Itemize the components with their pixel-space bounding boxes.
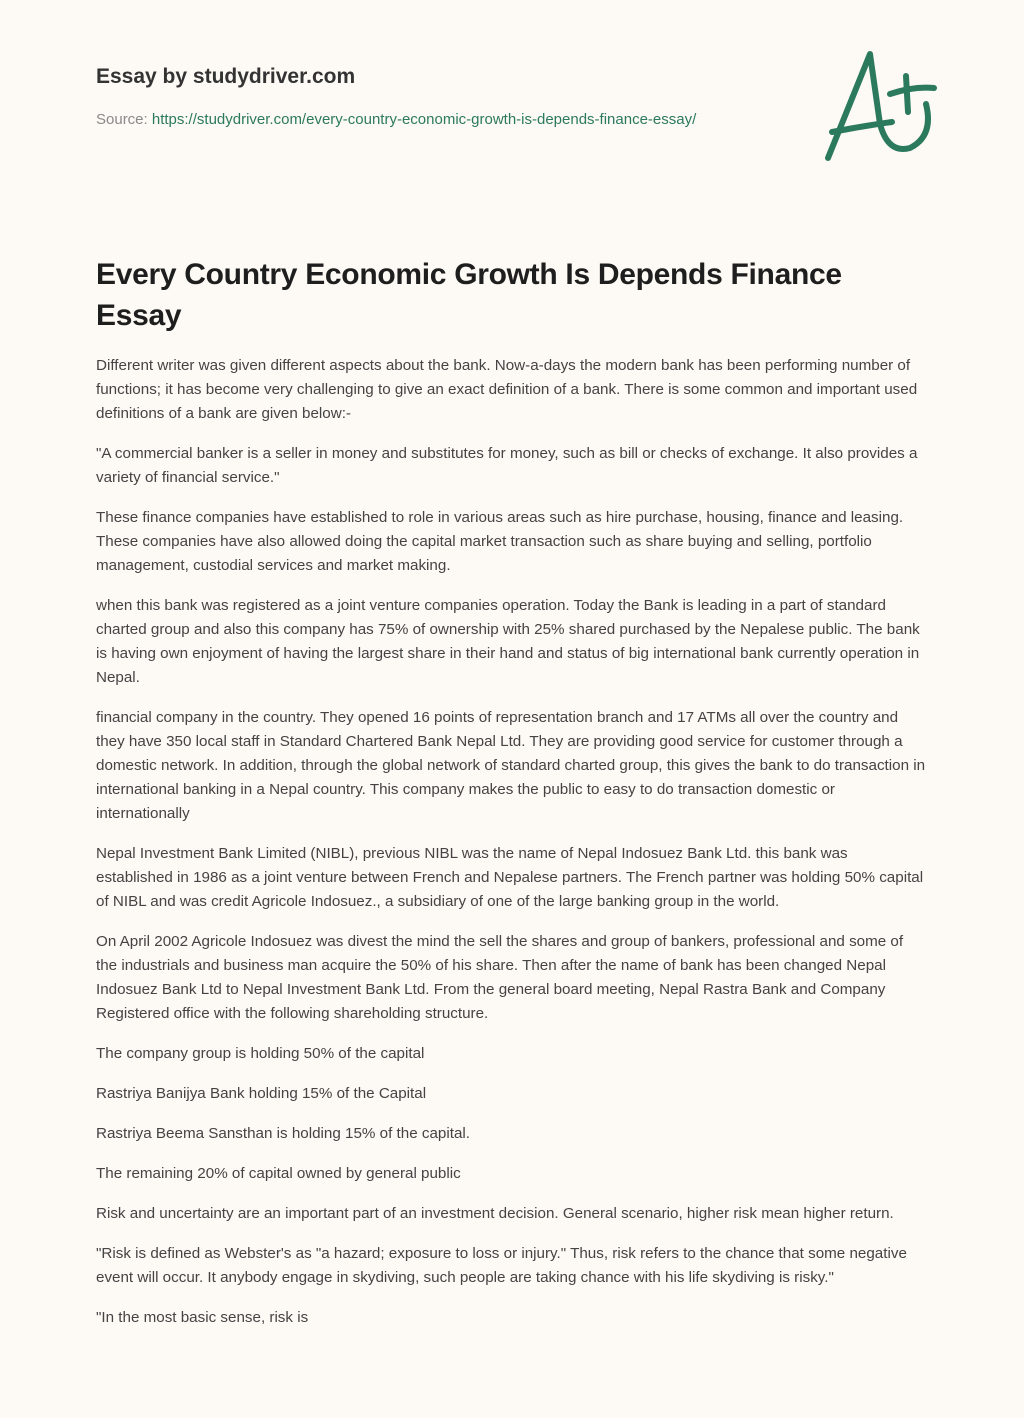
paragraph: Nepal Investment Bank Limited (NIBL), previous NIBL was the name of Nepal Indosuez Bank Ltd. this bank was established in 1986 as a joint venture between French and Nepalese partners. The French partner was holding 50% capital of NIBL and was credit Agricole Indosuez., a subsidiary of one of the large banking group in the world.	[96, 845, 924, 910]
paragraph: "A commercial banker is a seller in money and substitutes for money, such as bill or checks of exchange. It also provides a variety of financial service."	[96, 445, 918, 486]
paragraph: when this bank was registered as a joint venture companies operation. Today the Bank is leading in a part of standard charted group and also this company has 75% of ownership with 25% shared purchased by the Nepalese public. The bank is having own enjoyment of having the largest share in their hand and status of big international bank currently operation in Nepal.	[96, 597, 920, 686]
shareholding-item: Rastriya Beema Sansthan is holding 15% of the capital.	[96, 1125, 470, 1142]
page-header	[96, 60, 756, 132]
paragraph: financial company in the country. They opened 16 points of representation branch and 17 ATMs all over the country and they have 350 local staff in Standard Chartered Bank Nepal Ltd. They are providing good service for customer through a domestic network. In addition, through the global network of standard charted group, this gives the bank to do transaction in international banking in a Nepal country. This company makes the public to easy to do transaction domestic or internationally	[96, 709, 926, 822]
paragraph: "In the most basic sense, risk is	[96, 1309, 309, 1326]
shareholding-item: Rastriya Banijya Bank holding 15% of the Capital	[96, 1085, 427, 1102]
site-brand: Essay by studydriver.com	[96, 65, 356, 88]
source-link[interactable]: https://studydriver.com/every-country-economic-growth-is-depends-finance-essay/	[151, 111, 697, 128]
article-body	[96, 354, 928, 1346]
paragraph: These finance companies have established to role in various areas such as hire purchase, housing, finance and leasing. These companies have also allowed doing the capital market transaction such as share buying and selling, portfolio management, custodial services and market making.	[96, 509, 904, 574]
shareholding-item: The company group is holding 50% of the capital	[96, 1045, 425, 1062]
paragraph: Different writer was given different aspects about the bank. Now-a-days the modern bank has been performing number of functions; it has become very challenging to give an exact definition of a bank. There is some common and important used definitions of a bank are given below:-	[96, 357, 918, 422]
paragraph: On April 2002 Agricole Indosuez was divest the mind the sell the shares and group of bankers, professional and some of the industrials and business man acquire the 50% of his share. Then after the name of bank has been changed Nepal Indosuez Bank Ltd to Nepal Investment Bank Ltd. From the general board meeting, Nepal Rastra Bank and Company Registered office with the following shareholding structure.	[96, 933, 904, 1022]
paragraph: "Risk is defined as Webster's as "a hazard; exposure to loss or injury." Thus, risk refers to the chance that some negative event will occur. It anybody engage in skydiving, such people are taking chance with his life skydiving is risky."	[96, 1245, 907, 1286]
paragraph: Risk and uncertainty are an important part of an investment decision. General scenario, higher risk mean higher return.	[96, 1205, 894, 1222]
source-label: Source:	[96, 111, 152, 128]
article-title: Every Country Economic Growth Is Depends Finance Essay	[96, 258, 842, 332]
a-plus-grade-icon	[818, 36, 948, 176]
source-line	[96, 108, 756, 132]
shareholding-item: The remaining 20% of capital owned by general public	[96, 1165, 461, 1182]
